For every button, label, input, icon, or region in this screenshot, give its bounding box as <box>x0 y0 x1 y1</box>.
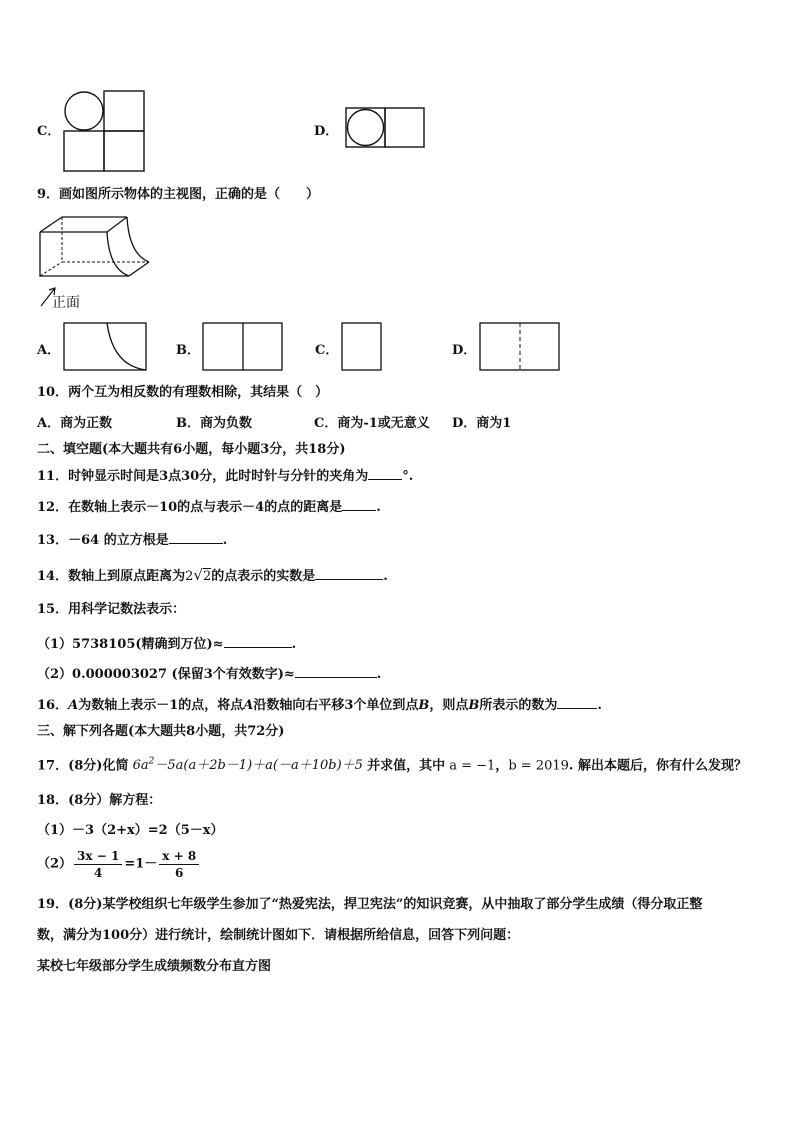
q10-option-b: B．商为负数 <box>176 416 252 431</box>
q16-point-a-2: A <box>243 698 254 713</box>
q11-blank[interactable] <box>368 467 402 480</box>
q17-mid: 并求值，其中 <box>367 758 446 774</box>
q16: 16．A为数轴上表示－1的点，将点A沿数轴向右平移3个单位到点B，则点B所表示的数为 . <box>37 698 602 713</box>
q18-p2-mid: =1－ <box>124 856 158 872</box>
q14-radical: 2√2 <box>185 566 212 584</box>
q10-option-d: D．商为1 <box>452 416 512 431</box>
q14-text-2: 的点表示的实数是 <box>211 569 316 584</box>
q16-text-4: 所表示的数为 <box>479 698 558 713</box>
q15-p2-end: . <box>376 667 382 682</box>
q13-end: . <box>222 533 228 548</box>
q17 <box>37 753 747 775</box>
q15-p2-text: （2）0.000003027 (保留3个有效数字)≈ <box>37 667 295 682</box>
q8-option-c-figure <box>63 91 145 173</box>
q11-end: °. <box>402 469 414 484</box>
q17-condition-b: b = 2019 <box>508 758 569 774</box>
q13-blank[interactable] <box>169 531 223 544</box>
q16-point-a: A <box>68 698 79 713</box>
q12-blank[interactable] <box>342 498 376 511</box>
front-label: 正面 <box>52 295 80 311</box>
q9-option-a-figure <box>63 322 148 372</box>
q11-text: 11．时钟显示时间是3点30分，此时时针与分针的夹角为 <box>37 469 369 484</box>
chart-caption: 某校七年级部分学生成绩频数分布直方图 <box>37 959 272 974</box>
q9-stem: 9．画如图所示物体的主视图，正确的是（ ） <box>37 187 320 202</box>
q10-stem: 10．两个互为相反数的有理数相除，其结果（ ） <box>37 385 329 400</box>
q15-p1-text: （1）5738105(精确到万位)≈ <box>37 637 224 652</box>
q18-part-1: （1）－3（2+x）=2（5－x） <box>37 823 224 838</box>
q13 <box>37 531 227 550</box>
q13-text: 13．－64 的立方根是 <box>37 533 169 548</box>
section-2-heading: 二、填空题(本大题共有6小题，每小题3分，共18分) <box>37 442 346 457</box>
q14 <box>37 566 388 586</box>
q18-fraction-2: $\frac{x + 8}{6}$ <box>159 848 199 881</box>
q14-blank[interactable] <box>315 567 383 580</box>
section-3-heading: 三、解下列各题(本大题共8小题，共72分) <box>37 724 285 739</box>
q10-option-c: C．商为-1或无意义 <box>314 416 430 431</box>
q18-part-2 <box>37 848 201 881</box>
q16-text-2: 沿数轴向右平移3个单位到点 <box>253 698 419 713</box>
q9-option-a-label: A． <box>37 343 61 358</box>
q8-option-d-figure <box>345 107 425 149</box>
q9-option-b-figure <box>202 322 284 372</box>
q17-expression: $6a^2-5a(a+2b-1)+a(-a+10b)+5$ <box>132 757 363 774</box>
q9-option-c-label: C． <box>315 343 339 358</box>
q19-line-2: 数，满分为100分）进行统计，绘制统计图如下．请根据所给信息，回答下列问题： <box>37 928 520 943</box>
q15-stem: 15．用科学记数法表示： <box>37 602 186 617</box>
q16-text-3: ，则点 <box>429 698 469 713</box>
q9-option-d-label: D． <box>452 343 477 358</box>
option-c-label: C． <box>37 124 61 139</box>
q11 <box>37 467 413 486</box>
q16-point-b: B <box>418 698 430 713</box>
q14-end: . <box>383 569 388 584</box>
q12 <box>37 498 381 517</box>
q9-option-c-figure <box>341 322 383 372</box>
q15-p1-end: . <box>291 637 297 652</box>
q15-part-2 <box>37 665 381 684</box>
q10-option-a: A．商为正数 <box>37 416 113 431</box>
q16-end: . <box>597 698 602 713</box>
q16-text-1: 为数轴上表示－1的点，将点 <box>78 698 244 713</box>
q18-stem: 18．(8分）解方程： <box>37 793 162 808</box>
q15-part-1 <box>37 635 296 654</box>
q12-text: 12．在数轴上表示－10的点与表示－4的点的距离是 <box>37 500 343 515</box>
q15-p1-blank[interactable] <box>224 635 292 648</box>
q16-blank[interactable] <box>557 696 597 709</box>
q9-option-b-label: B． <box>176 343 200 358</box>
q17-sep: ， <box>495 758 509 774</box>
q18-fraction-1: $\frac{3x - 1}{4}$ <box>74 848 122 881</box>
q17-label: 17．(8分)化简 <box>37 758 129 774</box>
q17-tail: . 解出本题后，你有什么发现？ <box>568 758 747 774</box>
q19-line-1: 19．(8分)某学校组织七年级学生参加了“热爱宪法，捍卫宪法”的知识竞赛，从中抽取了部分学生成绩（得分取正整 <box>37 897 703 912</box>
q9-option-d-figure <box>479 322 561 372</box>
q17-condition-a: a = −1 <box>449 758 496 774</box>
q15-p2-blank[interactable] <box>295 665 377 678</box>
q12-end: . <box>376 500 381 515</box>
option-d-label: D． <box>314 124 339 139</box>
q14-text: 14．数轴上到原点距离为 <box>37 569 186 584</box>
q18-p2-label: （2） <box>37 856 73 872</box>
q16-point-b-2: B <box>468 698 480 713</box>
